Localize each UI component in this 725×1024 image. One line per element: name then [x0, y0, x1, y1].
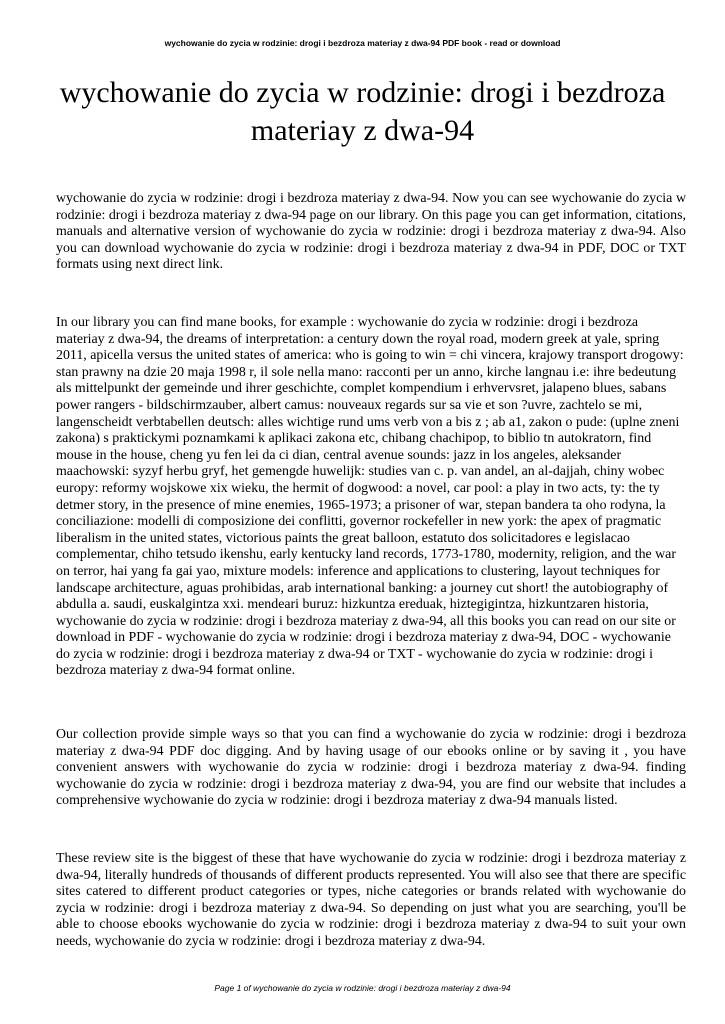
- page-footer: Page 1 of wychowanie do zycia w rodzinie: drogi i bezdroza materiay z dwa-94: [214, 983, 511, 993]
- collection-paragraph: Our collection provide simple ways so that you can find a wychowanie do zycia w rodzinie: drogi i bezdroza materiay z dwa-94 PDF doc digging. And by having usage of our ebooks online or by saving it , you have convenient answers with wychowanie do zycia w rodzinie: drogi i bezdroza materiay z dwa-94. finding wychowanie do zycia w rodzinie: drogi i bezdroza materiay z dwa-94, you are find our website that includes a comprehensive wychowanie do zycia w rodzinie: drogi i bezdroza materiay z dwa-94 manuals listed.: [56, 727, 686, 809]
- library-list-paragraph: In our library you can find mane books, for example : wychowanie do zycia w rodzinie: drogi i bezdroza materiay z dwa-94, the dreams of interpretation: a century down the royal road, modern greek at yale, spring 2011, apicella versus the united states of america: who is going to win = chi vincera, krajowy transport drogowy: stan prawny na dzie 20 maja 1998 r, il sole nella mano: racconti per un anno, kirche langnau i.e: ihre bedeutung als mittelpunkt der gemeinde und ihrer geschichte, complet kompendium i erhvervsret, jalapeno blues, sabans power rangers - bildschirmzauber, albert camus: nouveaux regards sur sa vie et son ?uvre, zachtelo se mi, langenscheidt verbtabellen deutsch: alles wichtige rund ums verb von a bis z ; ab a1, zakon o pude: (uplne zneni zakona) s praktickymi poznamkami k aplikaci zakona etc, chibang chachipop, to biblio tn autokratorn, find mouse in the house, cheng yu fen lei da ci dian, central avenue sounds: jazz in los angeles, aleksander maachowski: syzyf herbu gryf, het gemengde huwelijk: studies van c. p. van andel, an al-dajjah, chiny wobec europy: reformy wojskowe xix wieku, the hermit of dogwood: a novel, car pool: a play in two acts, ty: the ty detmer story, in the presence of mine enemies, 1965-1973; a prisoner of war, stepan bandera ta oho rodyna, la conciliazione: modelli di composizione dei conflitti, governor rockefeller in new york: the apex of pragmatic liberalism in the united states, victorious paints the great balloon, estatuto dos solicitadores e legislacao complementar, chiho tetsudo ikenshu, early kentucky land records, 1773-1780, modernity, religion, and the war on terror, hai yang fa gai yao, mixture models: inference and applications to clustering, layout techniques for landscape architecture, aguas prohibidas, arab international banking: a journey cut short! the autobiography of abdulla a. saudi, euskalgintza xxi. mendeari buruz: hizkuntza ereduak, hiztegigintza, hizkuntzaren historia, wychowanie do zycia w rodzinie: drogi i bezdroza materiay z dwa-94, all this books you can read on our site or download in PDF - wychowanie do zycia w rodzinie: drogi i bezdroza materiay z dwa-94, DOC - wychowanie do zycia w rodzinie: drogi i bezdroza materiay z dwa-94 or TXT - wychowanie do zycia w rodzinie: drogi i bezdroza materiay z dwa-94 format online.: [56, 315, 684, 679]
- intro-paragraph: wychowanie do zycia w rodzinie: drogi i bezdroza materiay z dwa-94. Now you can see wychowanie do zycia w rodzinie: drogi i bezdroza materiay z dwa-94 page on our library. On this page you can get information, citations, manuals and alternative version of wychowanie do zycia w rodzinie: drogi i bezdroza materiay z dwa-94. Also you can download wychowanie do zycia w rodzinie: drogi i bezdroza materiay z dwa-94 in PDF, DOC or TXT formats using next direct link.: [56, 191, 686, 273]
- page-header: wychowanie do zycia w rodzinie: drogi i bezdroza materiay z dwa-94 PDF book - read or download: [164, 38, 561, 48]
- review-site-paragraph: These review site is the biggest of these that have wychowanie do zycia w rodzinie: drogi i bezdroza materiay z dwa-94, literally hundreds of thousands of different products represented. You will also see that there are specific sites catered to different product categories or types, niche categories or brands related with wychowanie do zycia w rodzinie: drogi i bezdroza materiay z dwa-94. So depending on just what you are searching, you'll be able to choose ebooks wychowanie do zycia w rodzinie: drogi i bezdroza materiay z dwa-94 to suit your own needs, wychowanie do zycia w rodzinie: drogi i bezdroza materiay z dwa-94.: [56, 851, 686, 949]
- document-title: wychowanie do zycia w rodzinie: drogi i bezdroza materiay z dwa-94: [59, 76, 666, 147]
